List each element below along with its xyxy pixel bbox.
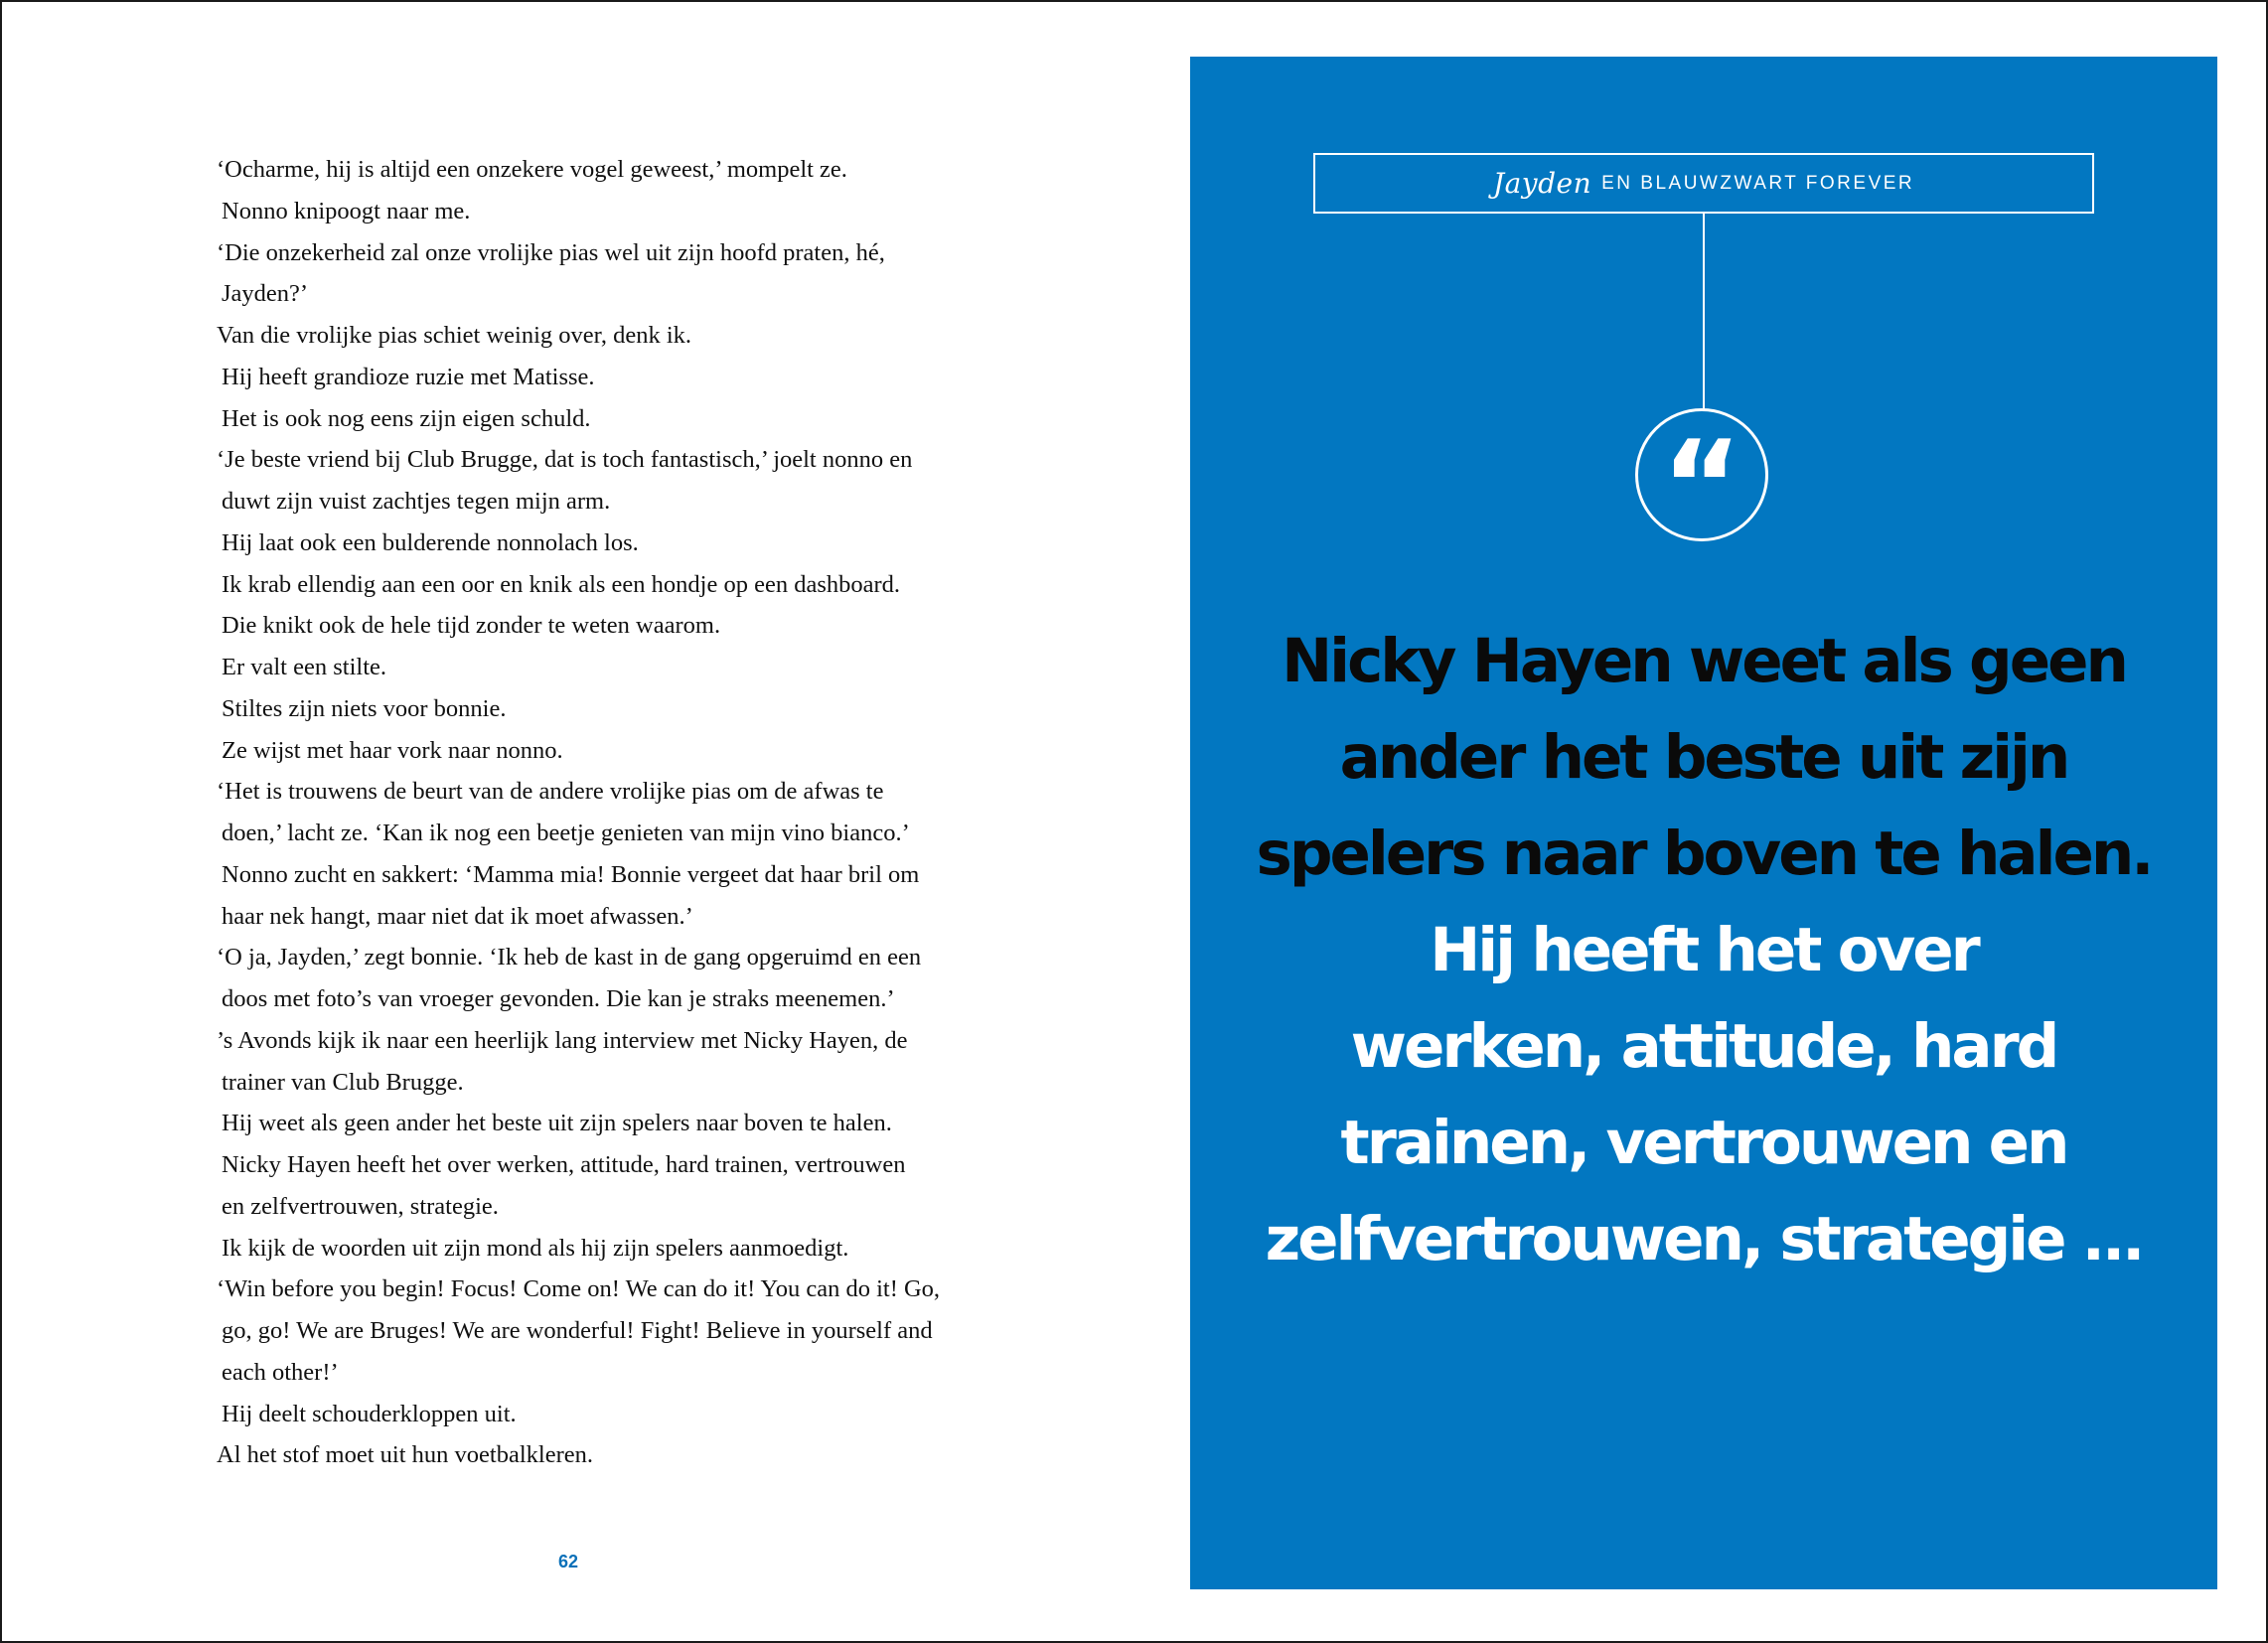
body-line: Die knikt ook de hele tijd zonder te weten waarom. xyxy=(222,612,721,640)
quote-line-light: zelfvertrouwen, strategie ... xyxy=(1265,1204,2143,1274)
quote-line-light: Hij heeft het over xyxy=(1430,915,1978,985)
body-line: Al het stof moet uit hun voetbalkleren. xyxy=(217,1441,593,1469)
quote-line-light: werken, attitude, hard xyxy=(1350,1011,2057,1082)
body-line: haar nek hangt, maar niet dat ik moet afwassen.’ xyxy=(222,902,693,930)
header-title: EN BLAUWZWART FOREVER xyxy=(1601,172,1915,194)
body-line: trainer van Club Brugge. xyxy=(222,1068,464,1096)
body-line: Hij heeft grandioze ruzie met Matisse. xyxy=(222,363,595,390)
pull-quote xyxy=(1220,613,2188,1287)
body-line: ‘Het is trouwens de beurt van de andere vrolijke pias om de afwas te xyxy=(217,778,884,806)
body-line: ‘Ocharme, hij is altijd een onzekere vogel geweest,’ mompelt ze. xyxy=(217,156,847,183)
page-number: 62 xyxy=(557,1552,579,1571)
quote-line-dark: Nicky Hayen weet als geen xyxy=(1282,626,2126,696)
body-line: ‘O ja, Jayden,’ zegt bonnie. ‘Ik heb de kast in de gang opgeruimd en een xyxy=(217,944,922,971)
body-line: Ze wijst met haar vork naar nonno. xyxy=(222,736,563,764)
body-line: each other!’ xyxy=(222,1358,339,1386)
body-line: Stiltes zijn niets voor bonnie. xyxy=(222,694,507,722)
quote-circle xyxy=(1635,408,1768,558)
quote-line-dark: spelers naar boven te halen. xyxy=(1256,819,2152,889)
body-line: ’s Avonds kijk ik naar een heerlijk lang interview met Nicky Hayen, de xyxy=(217,1026,908,1054)
left-page xyxy=(2,2,1135,1641)
body-line: ‘Die onzekerheid zal onze vrolijke pias wel uit zijn hoofd praten, hé, xyxy=(217,238,885,266)
body-line: Nonno knipoogt naar me. xyxy=(222,197,471,224)
body-line: Hij deelt schouderkloppen uit. xyxy=(222,1400,517,1427)
body-line: doen,’ lacht ze. ‘Kan ik nog een beetje genieten van mijn vino bianco.’ xyxy=(222,820,910,846)
body-line: Hij weet als geen ander het beste uit zijn spelers naar boven te halen. xyxy=(222,1110,892,1137)
quote-mark-icon: “ xyxy=(1661,415,1742,558)
body-line: doos met foto’s van vroeger gevonden. Die kan je straks meenemen.’ xyxy=(222,985,895,1012)
body-line: Jayden?’ xyxy=(222,280,309,308)
body-line: Nonno zucht en sakkert: ‘Mamma mia! Bonnie vergeet dat haar bril om xyxy=(222,860,920,888)
body-line: ‘Win before you begin! Focus! Come on! We can do it! You can do it! Go, xyxy=(217,1275,941,1303)
body-line: Van die vrolijke pias schiet weinig over, denk ik. xyxy=(217,322,692,349)
connector-line xyxy=(1703,214,1705,409)
body-line: Ik kijk de woorden uit zijn mond als hij zijn spelers aanmoedigt. xyxy=(222,1234,849,1262)
body-line: Nicky Hayen heeft het over werken, attitude, hard trainen, vertrouwen xyxy=(222,1151,906,1178)
body-line: Ik krab ellendig aan een oor en knik als een hondje op een dashboard. xyxy=(222,570,901,598)
quote-line-dark: ander het beste uit zijn xyxy=(1339,722,2068,793)
body-line: ‘Je beste vriend bij Club Brugge, dat is toch fantastisch,’ joelt nonno en xyxy=(217,446,913,474)
body-line: Hij laat ook een bulderende nonnolach los. xyxy=(222,528,639,556)
quote-line-light: trainen, vertrouwen en xyxy=(1340,1108,2067,1178)
body-text xyxy=(217,149,1001,1476)
quote-panel xyxy=(1190,57,2217,1589)
body-line: Er valt een stilte. xyxy=(222,654,386,680)
chapter-header xyxy=(1313,153,2094,214)
body-line: Het is ook nog eens zijn eigen schuld. xyxy=(222,404,591,432)
body-line: duwt zijn vuist zachtjes tegen mijn arm. xyxy=(222,488,611,515)
body-line: en zelfvertrouwen, strategie. xyxy=(222,1192,499,1220)
body-line: go, go! We are Bruges! We are wonderful! Fight! Believe in yourself and xyxy=(222,1317,933,1344)
header-name: Jayden xyxy=(1492,167,1592,200)
